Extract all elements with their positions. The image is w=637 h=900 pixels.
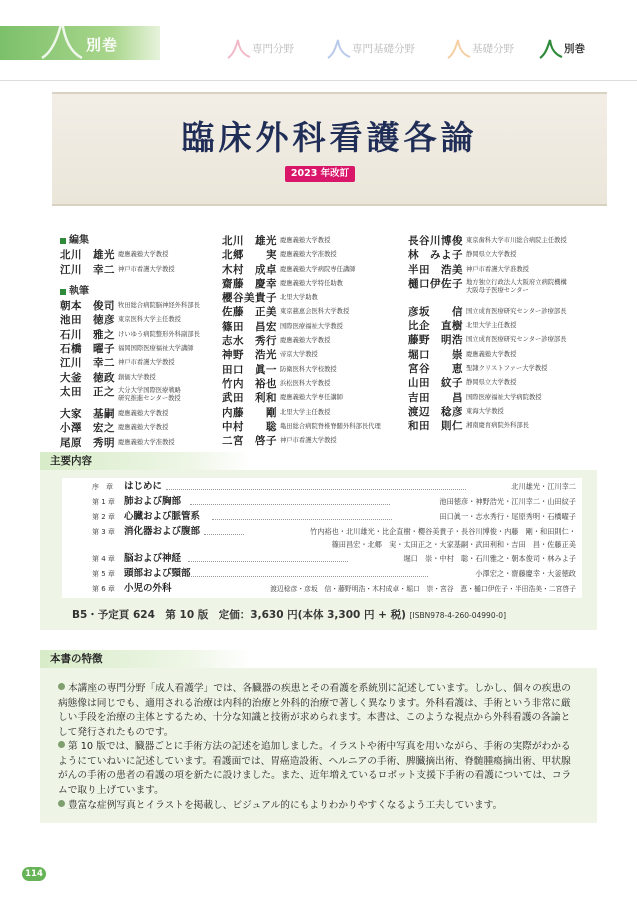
toc-row: 第 6 章 小児の外科 渡辺稔彦・彦坂 信・藤野明浩・木村成卓・堀口 崇・宮谷 恵・樋口伊佐子・半田浩美・二宮啓子 bbox=[92, 583, 576, 594]
author-row: 吉田 昌 国際医療福祉大学病院教授 bbox=[408, 391, 542, 404]
author-row: 武田 利和 慶應義塾大学専任講師 bbox=[222, 392, 343, 405]
author-row: 石橋 曜子 福岡国際医療福祉大学講師 bbox=[60, 343, 194, 356]
features-heading: 本書の特徴 bbox=[40, 650, 250, 668]
author-row: 北川 雄光 慶應義塾大学教授 bbox=[60, 249, 169, 262]
bullet-icon bbox=[58, 741, 65, 748]
author-row: 田口 眞一 防衛医科大学校教授 bbox=[222, 363, 337, 376]
author-row: 太田 正之 大分大学国際医療戦略 研究推進センター教授 bbox=[60, 385, 181, 403]
author-row: 比企 直樹 北里大学主任教授 bbox=[408, 320, 517, 333]
author-row: 渡辺 稔彦 東海大学教授 bbox=[408, 405, 504, 418]
author-row: 江川 幸二 神戸市看護大学教授 bbox=[60, 357, 175, 370]
toc-row: 第 4 章 脳および神経 堀口 崇・中村 聡・石川雅之・朝本俊司・林みよ子 bbox=[92, 553, 576, 564]
author-row: 櫻谷美貴子 北里大学助教 bbox=[222, 292, 318, 305]
author-row: 小澤 宏之 慶應義塾大学教授 bbox=[60, 422, 169, 435]
author-row: 大釜 徳政 創価大学教授 bbox=[60, 371, 156, 384]
writers-heading: 執筆 bbox=[60, 285, 200, 299]
series-item-bekkan: 別巻 bbox=[538, 38, 585, 60]
author-row: 山田 紋子 静岡県立大学教授 bbox=[408, 377, 517, 390]
feature-item: 第 10 版では、臓器ごとに手術方法の記述を追加しました。イラストや術中写真を用いながら、手術の実際がわかるようにていねいに記述しています。看護面では、胃癌造設術、ヘルニアの手術、脾臓摘出術、脊髄腫瘍摘出術、甲状腺がんの手術の患者の看護の項を新たに設けました。また、近年増えているロボット支援下手術の看護については、コラムで取り上げています。 bbox=[58, 741, 572, 796]
book-title: 臨床外科看護各論 bbox=[181, 118, 478, 157]
author-row: 志水 秀行 慶應義塾大学教授 bbox=[222, 335, 331, 348]
author-row: 長谷川博俊 東京歯科大学市川総合病院主任教授 bbox=[408, 235, 567, 247]
toc-row-continued: 篠田昌宏・北郷 実・太田正之・大家基嗣・武田利和・吉田 昌・佐藤正美 bbox=[331, 540, 576, 549]
swirl-green-icon bbox=[538, 38, 564, 60]
header-divider bbox=[0, 80, 637, 81]
author-row: 宮谷 恵 聖隷クリストファー大学教授 bbox=[408, 363, 548, 376]
page-number: 114 bbox=[22, 867, 46, 881]
square-bullet-icon bbox=[60, 289, 66, 295]
author-row: 内藤 剛 北里大学主任教授 bbox=[222, 406, 331, 419]
author-row: 半田 浩美 神戸市看護大学准教授 bbox=[408, 263, 529, 276]
author-row: 神野 浩光 帝京大学教授 bbox=[222, 349, 318, 362]
swirl-orange-icon bbox=[446, 38, 472, 60]
author-row: 大家 基嗣 慶應義塾大学教授 bbox=[60, 407, 169, 420]
price-line: B5・予定頁 624 第 10 版 定価：3,630 円(本体 3,300 円 + 税) [ISBN978-4-260-04990-0] bbox=[72, 609, 507, 621]
author-row: 堀口 崇 慶應義塾大学教授 bbox=[408, 348, 517, 361]
author-row: 二宮 啓子 神戸市看護大学教授 bbox=[222, 435, 337, 448]
series-item-kiso: 専門基礎分野 bbox=[326, 38, 415, 60]
author-row: 藤野 明浩 国立成育医療研究センター診療部長 bbox=[408, 334, 567, 347]
toc-row: 第 5 章 頭部および頸部 小澤宏之・齋藤慶幸・大釜徳政 bbox=[92, 568, 576, 579]
author-row: 北川 雄光 慶應義塾大学教授 bbox=[222, 235, 331, 247]
bullet-icon bbox=[58, 683, 65, 690]
author-row: 朝本 俊司 牧田総合病院脳神経外科部長 bbox=[60, 300, 200, 313]
author-row: 彦坂 信 国立成育医療研究センター診療部長 bbox=[408, 305, 567, 318]
series-item-senmon: 専門分野 bbox=[226, 38, 294, 60]
toc-row: 第 1 章 肺および胸部 池田徳彦・神野浩光・江川幸二・山田紋子 bbox=[92, 496, 576, 507]
authors-column-3 bbox=[408, 234, 567, 434]
toc-row: 第 2 章 心臓および脈管系 田口眞一・志水秀行・尾原秀明・石橋曜子 bbox=[92, 511, 576, 522]
author-row: 尾原 秀明 慶應義塾大学准教授 bbox=[60, 436, 175, 449]
contents-list bbox=[62, 478, 582, 598]
author-row: 池田 徳彦 東京医科大学主任教授 bbox=[60, 314, 181, 327]
author-row: 齋藤 慶幸 慶應義塾大学特任助教 bbox=[222, 277, 343, 290]
author-row: 林 みよ子 静岡県立大学教授 bbox=[408, 249, 517, 262]
author-row: 石川 雅之 けいゆう病院整形外科副部長 bbox=[60, 328, 200, 341]
feature-item: 豊富な症例写真とイラストを掲載し、ビジュアル的にもよりわかりやすくなるよう工夫しています。 bbox=[58, 799, 578, 814]
isbn: [ISBN978-4-260-04990-0] bbox=[409, 611, 507, 620]
author-row: 竹内 裕也 浜松医科大学教授 bbox=[222, 377, 331, 390]
edition-badge: 2023 年改訂 bbox=[285, 166, 355, 182]
bullet-icon bbox=[58, 800, 65, 807]
series-item-kisobunya: 基礎分野 bbox=[446, 38, 514, 60]
feature-item: 本講座の専門分野「成人看護学」では、各臓器の疾患とその看護を系統別に記述しています。しかし、個々の疾患の病態像は同じでも、適用される治療は内科的治療と外科的治療で著しく異なります。外科看護は、手術という非常に厳しい手段を治療の主体とするため、十分な知識と技術が求められます。本書は、このような視点から外科看護の各論として発行されたものです。 bbox=[58, 683, 571, 738]
swirl-pink-icon bbox=[226, 38, 252, 60]
toc-row: 序 章 はじめに 北川雄光・江川幸二 bbox=[92, 481, 576, 492]
authors-column-1 bbox=[60, 234, 200, 450]
author-row: 篠田 昌宏 国際医療福祉大学教授 bbox=[222, 320, 343, 333]
swirl-blue-icon bbox=[326, 38, 352, 60]
author-row: 木村 成卓 慶應義塾大学病院専任講師 bbox=[222, 263, 356, 276]
title-box bbox=[52, 92, 607, 206]
authors-column-2 bbox=[222, 234, 381, 448]
author-row: 中村 聡 亀田総合病院脊椎脊髄外科部長代理 bbox=[222, 420, 381, 433]
author-row: 樋口伊佐子 地方独立行政法人大阪府立病院機構 大阪母子医療センター bbox=[408, 277, 567, 295]
author-row: 北郷 実 慶應義塾大学准教授 bbox=[222, 249, 337, 262]
author-row: 江川 幸二 神戸市看護大学教授 bbox=[60, 263, 175, 276]
author-row: 和田 則仁 湘南慶育病院外科部長 bbox=[408, 420, 529, 433]
section-tab-label: 別巻 bbox=[86, 36, 119, 54]
editors-heading: 編集 bbox=[60, 234, 200, 248]
toc-row: 第 3 章 消化器および腹部 竹内裕也・北川雄光・比企直樹・櫻谷美貴子・長谷川博俊・内藤 剛・和田則仁・ bbox=[92, 526, 576, 537]
contents-heading: 主要内容 bbox=[40, 452, 250, 470]
author-row: 佐藤 正美 東京慈恵会医科大学教授 bbox=[222, 306, 350, 319]
square-bullet-icon bbox=[60, 238, 66, 244]
